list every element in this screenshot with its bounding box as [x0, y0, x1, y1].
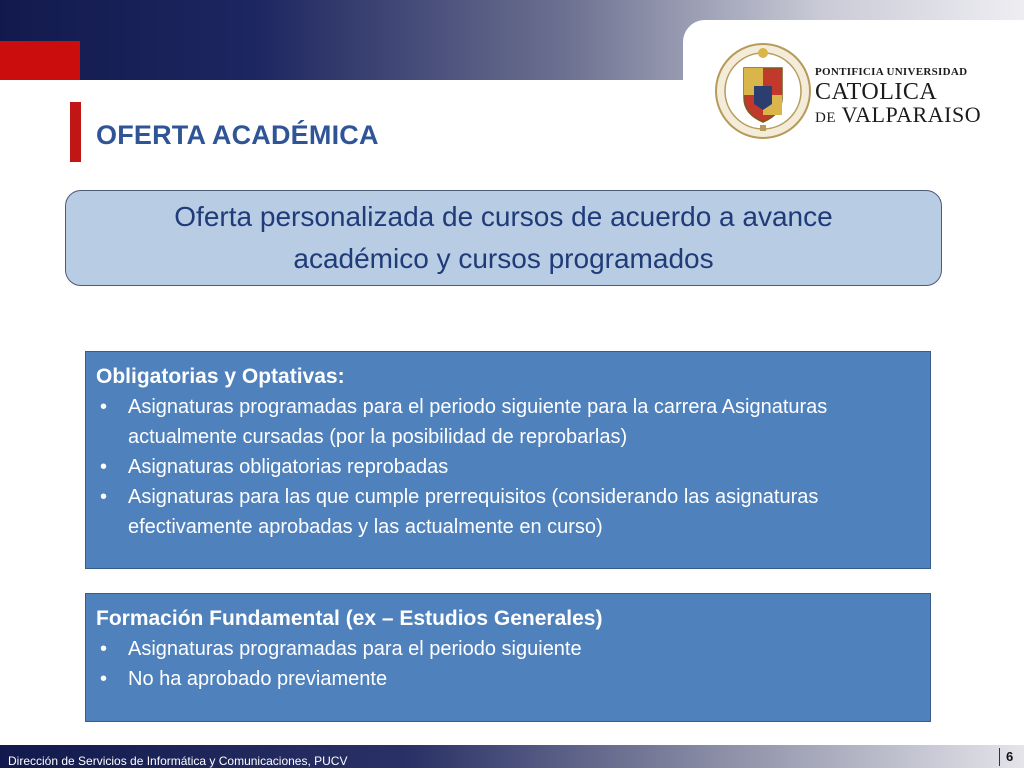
list-item	[96, 392, 920, 452]
list-item-text: Asignaturas programadas para el periodo siguiente para la carrera Asignaturas actualmente cursadas (por la posibilidad de reprobarlas)	[128, 396, 828, 448]
page-number: 6	[1006, 749, 1014, 764]
highlight-box	[65, 190, 942, 286]
bullet-icon: •	[100, 668, 108, 690]
bullet-list	[96, 392, 920, 542]
logo-line-3-rest: VALPARAISO	[836, 102, 982, 127]
panel-heading: Obligatorias y Optativas:	[96, 365, 345, 388]
bullet-icon: •	[100, 456, 108, 478]
list-item	[96, 634, 920, 664]
footer-text: Dirección de Servicios de Informática y Comunicaciones, PUCV	[8, 754, 348, 768]
university-seal-icon	[714, 40, 812, 142]
list-item	[96, 482, 920, 542]
list-item-text: Asignaturas programadas para el periodo siguiente	[128, 638, 582, 660]
list-item	[96, 664, 920, 694]
bullet-icon: •	[100, 396, 108, 418]
bullet-icon: •	[100, 486, 108, 508]
panel-heading: Formación Fundamental (ex – Estudios Generales)	[96, 607, 603, 630]
logo-line-3-prefix: DE	[815, 110, 836, 126]
list-item-text: No ha aprobado previamente	[128, 668, 388, 690]
university-name	[815, 66, 981, 129]
panel-formacion-fundamental	[85, 593, 931, 722]
panel-obligatorias	[85, 351, 931, 569]
logo-line-1: PONTIFICIA UNIVERSIDAD	[815, 66, 968, 78]
list-item	[96, 452, 920, 482]
bullet-icon: •	[100, 638, 108, 660]
page-number-divider	[999, 748, 1000, 766]
page-title: OFERTA ACADÉMICA	[96, 120, 379, 150]
list-item-text: Asignaturas para las que cumple prerrequisitos (considerando las asignaturas efectivamente aprobadas y las actualmente en curso)	[128, 486, 819, 538]
highlight-text: Oferta personalizada de cursos de acuerdo a avance académico y cursos programados	[174, 201, 833, 274]
list-item-text: Asignaturas obligatorias reprobadas	[128, 456, 449, 478]
logo-line-3	[815, 104, 981, 129]
red-accent-tab	[0, 41, 80, 80]
title-accent-bar	[70, 102, 81, 162]
bullet-list	[96, 634, 920, 694]
logo-line-2: CATOLICA	[815, 79, 938, 105]
